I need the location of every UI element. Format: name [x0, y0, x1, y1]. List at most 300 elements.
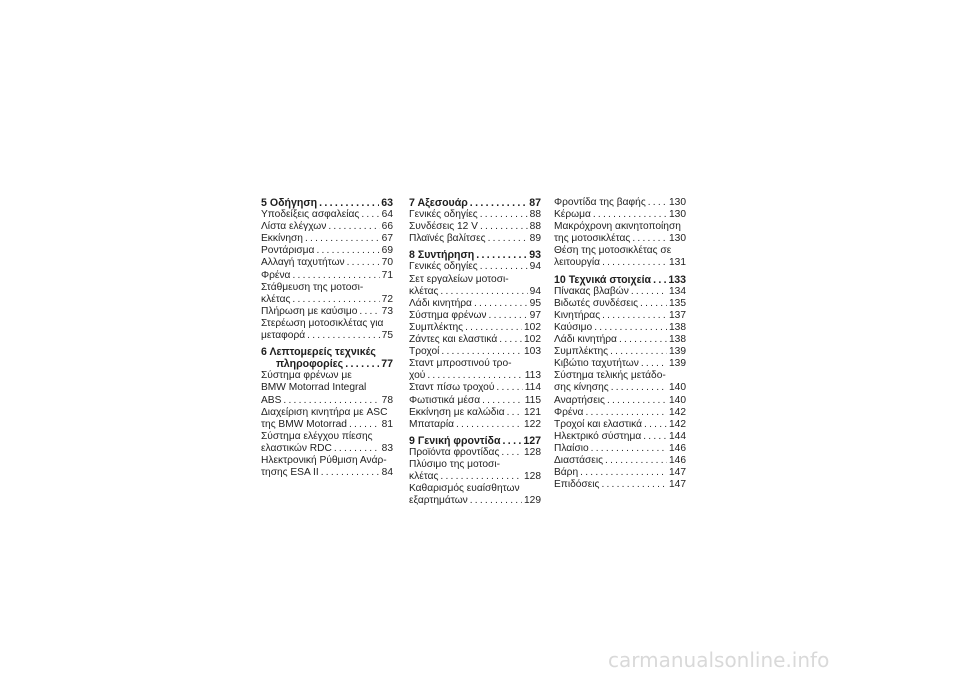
dot-leader: [328, 221, 379, 233]
toc-page-number: 128: [524, 471, 541, 483]
toc-page-number: 102: [524, 321, 541, 333]
toc-page-number: 113: [524, 370, 541, 382]
toc-entry[interactable]: [554, 221, 686, 245]
dot-leader: [593, 209, 667, 221]
toc-entry[interactable]: [261, 221, 393, 233]
toc-column-2: [409, 197, 541, 507]
toc-entry-title: της BMW Motorrad: [261, 418, 347, 430]
toc-page-number: 142: [669, 418, 686, 430]
toc-entry-title: Προϊόντα φροντίδας: [409, 446, 500, 458]
toc-page-number: 128: [524, 446, 541, 458]
toc-entry[interactable]: [554, 358, 686, 370]
toc-entry[interactable]: [409, 209, 541, 221]
toc-page-number: 72: [381, 293, 393, 305]
toc-entry-title: λειτουργία: [554, 257, 601, 269]
dot-leader: [440, 286, 527, 298]
toc-entry-title-line: Σετ εργαλείων μοτοσι-: [409, 273, 509, 285]
toc-entry[interactable]: [554, 322, 686, 334]
dot-leader: [640, 298, 667, 310]
toc-entry-row: [409, 346, 541, 358]
toc-entry-title: χού: [409, 370, 426, 382]
dot-leader: [292, 294, 379, 306]
toc-entry-row: [409, 419, 541, 431]
toc-entry-row: [554, 257, 686, 269]
toc-entry-title: τησης ESA II: [261, 467, 319, 479]
toc-entry-row: [554, 233, 686, 245]
dot-leader: [503, 435, 522, 447]
toc-entry-row: [409, 221, 541, 233]
toc-entry-title: Κέρωμα: [554, 209, 591, 221]
toc-entry-row: [409, 334, 541, 346]
toc-page-number: 95: [529, 297, 541, 309]
toc-entry-title: Βιδωτές συνδέσεις: [554, 297, 639, 309]
toc-entry-title: Φρένα: [261, 269, 291, 281]
dot-leader: [440, 471, 522, 483]
toc-entry-row: [261, 306, 393, 318]
toc-entry[interactable]: [409, 298, 541, 310]
toc-entry-row: [554, 431, 686, 443]
toc-page-number: 93: [529, 249, 541, 262]
toc-entry[interactable]: [261, 233, 393, 245]
toc-entry-row: [261, 330, 393, 342]
toc-entry-row: [554, 467, 686, 479]
toc-page-number: 66: [381, 221, 393, 233]
toc-page-number: 122: [524, 418, 541, 430]
dot-leader: [585, 407, 667, 419]
toc-entry-title-line: Στάθμευση της μοτοσι-: [261, 281, 364, 293]
dot-leader: [470, 495, 522, 507]
toc-entry[interactable]: [409, 322, 541, 334]
dot-leader: [359, 306, 379, 318]
toc-entry[interactable]: [261, 370, 393, 406]
toc-page-number: 147: [669, 479, 686, 491]
dot-leader: [591, 443, 667, 455]
watermark: carmanualsonline.info: [608, 648, 830, 672]
toc-page-number: 102: [524, 334, 541, 346]
toc-entry-title-line: 6 Λεπτομερείς τεχνικές: [261, 346, 376, 359]
toc-page-number: 138: [669, 321, 686, 333]
toc-page-number: 103: [524, 346, 541, 358]
toc-page-number: 130: [669, 233, 686, 245]
toc-entry-row: [261, 245, 393, 257]
toc-entry[interactable]: [409, 459, 541, 483]
dot-leader: [307, 330, 380, 342]
dot-leader: [349, 419, 380, 431]
dot-leader: [474, 298, 528, 310]
toc-page-number: 88: [529, 209, 541, 221]
toc-entry[interactable]: [261, 209, 393, 221]
dot-leader: [632, 233, 667, 245]
toc-entry-row: [554, 358, 686, 370]
toc-page-number: 83: [381, 442, 393, 454]
toc-entry[interactable]: [409, 261, 541, 273]
toc-entry-title-line: Σταντ μπροστινού τρο-: [409, 358, 512, 370]
dot-leader: [480, 261, 528, 273]
toc-chapter[interactable]: [261, 197, 393, 209]
toc-entry[interactable]: [554, 286, 686, 298]
dot-leader: [605, 455, 667, 467]
toc-entry[interactable]: [554, 455, 686, 467]
toc-entry-row: [554, 286, 686, 298]
toc-entry-row: [554, 298, 686, 310]
toc-entry-row: [409, 495, 541, 507]
toc-entry-title: Συμπλέκτης: [554, 346, 609, 358]
toc-page-number: 137: [669, 309, 686, 321]
dot-leader: [319, 197, 379, 209]
toc-entry[interactable]: [261, 245, 393, 257]
toc-entry[interactable]: [409, 395, 541, 407]
toc-entry-title: Εκκίνηση με καλώδια: [409, 406, 505, 418]
toc-entry-title: Συμπλέκτης: [409, 321, 464, 333]
toc-entry-row: [554, 197, 686, 209]
toc-entry[interactable]: [554, 467, 686, 479]
dot-leader: [480, 221, 528, 233]
dot-leader: [482, 395, 523, 407]
toc-page-number: 146: [669, 454, 686, 466]
toc-entry-row: [554, 346, 686, 358]
toc-entry[interactable]: [409, 358, 541, 382]
dot-leader: [489, 310, 528, 322]
toc-entry[interactable]: [554, 479, 686, 491]
toc-page-number: 139: [669, 358, 686, 370]
toc-page-number: 88: [529, 221, 541, 233]
dot-leader: [641, 358, 667, 370]
toc-chapter[interactable]: [554, 274, 686, 286]
toc-page-number: 114: [524, 382, 541, 394]
toc-page-number: 135: [669, 297, 686, 309]
toc-entry-row: [554, 419, 686, 431]
toc-entry-title: Αλλαγή ταχυτήτων: [261, 257, 345, 269]
dot-leader: [496, 382, 522, 394]
dot-leader: [480, 209, 528, 221]
toc-entry-row: [409, 310, 541, 322]
toc-chapter[interactable]: [409, 435, 541, 447]
toc-entry-title: Αναρτήσεις: [554, 394, 605, 406]
toc-entry-row: [554, 334, 686, 346]
toc-entry-title: Τροχοί: [409, 346, 440, 358]
toc-entry-row: [409, 249, 541, 261]
toc-entry-title-line: Σύστημα τελικής μετάδο-: [554, 370, 666, 382]
toc-entry[interactable]: [554, 395, 686, 407]
toc-page-number: 146: [669, 442, 686, 454]
toc-page-number: 115: [524, 394, 541, 406]
dot-leader: [488, 233, 528, 245]
toc-entry-row: [554, 310, 686, 322]
toc-entry-title: Σταντ πίσω τροχού: [409, 382, 495, 394]
toc-entry-row: [554, 274, 686, 286]
toc-entry-title: Ηλεκτρικό σύστημα: [554, 430, 642, 442]
toc-entry-row: [261, 270, 393, 282]
toc-entry-title: Φρένα: [554, 406, 584, 418]
dot-leader: [499, 334, 522, 346]
toc-chapter[interactable]: [261, 346, 393, 370]
dot-leader: [653, 274, 666, 286]
toc-entry[interactable]: [554, 245, 686, 269]
dot-leader: [611, 382, 667, 394]
toc-entry-row: [261, 419, 393, 431]
toc-entry-title: Κιβώτιο ταχυτήτων: [554, 358, 639, 370]
dot-leader: [361, 209, 379, 221]
toc-entry-title-line: Σύστημα ελέγχου πίεσης: [261, 430, 373, 442]
toc-entry-title-line: Θέση της μοτοσικλέτας σε: [554, 245, 672, 257]
toc-page-number: 77: [381, 358, 393, 371]
toc-entry[interactable]: [409, 233, 541, 245]
toc-entry-title: Γενικές οδηγίες: [409, 261, 478, 273]
toc-entry-title: Ζάντες και ελαστικά: [409, 334, 498, 346]
toc-entry-title: ABS: [261, 394, 282, 406]
toc-entry[interactable]: [554, 310, 686, 322]
toc-entry[interactable]: [554, 370, 686, 394]
dot-leader: [607, 395, 667, 407]
toc-page-number: 73: [381, 305, 393, 317]
toc-chapter[interactable]: [409, 249, 541, 261]
toc-page-number: 69: [381, 245, 393, 257]
toc-entry[interactable]: [409, 334, 541, 346]
dot-leader: [602, 257, 667, 269]
toc-page-number: 130: [669, 209, 686, 221]
toc-page-number: 63: [381, 197, 393, 209]
toc-entry-row: [554, 395, 686, 407]
toc-entry-title: Πλαϊνές βαλίτσες: [409, 233, 486, 245]
dot-leader: [441, 346, 522, 358]
toc-entry-row: [409, 382, 541, 394]
toc-entry-title: Πίνακας βλαβών: [554, 285, 629, 297]
toc-entry-row: [554, 479, 686, 491]
toc-entry-row: [409, 322, 541, 334]
toc-entry[interactable]: [261, 270, 393, 282]
toc-entry[interactable]: [409, 310, 541, 322]
toc-entry-title: μεταφορά: [261, 330, 306, 342]
toc-entry[interactable]: [554, 298, 686, 310]
toc-entry-row: [261, 233, 393, 245]
toc-entry-row: [554, 455, 686, 467]
toc-entry-title: πληροφορίες: [276, 358, 344, 371]
toc-entry-title: Διαστάσεις: [554, 454, 604, 466]
toc-entry-title: εξαρτημάτων: [409, 495, 468, 507]
toc-entry-row: [409, 370, 541, 382]
toc-entry[interactable]: [409, 382, 541, 394]
toc-entry[interactable]: [554, 334, 686, 346]
toc-entry-title: Φωτιστικά μέσα: [409, 394, 481, 406]
dot-leader: [292, 270, 379, 282]
toc-entry-row: [261, 197, 393, 209]
toc-entry[interactable]: [409, 274, 541, 298]
toc-entry-title: Φροντίδα της βαφής: [554, 197, 646, 208]
toc-entry[interactable]: [261, 431, 393, 455]
toc-entry-row: [261, 221, 393, 233]
toc-entry[interactable]: [409, 346, 541, 358]
toc-page-number: 127: [523, 434, 541, 447]
toc-entry-row: [409, 298, 541, 310]
dot-leader: [501, 447, 522, 459]
dot-leader: [601, 479, 667, 491]
toc-page-number: 84: [381, 467, 393, 479]
dot-leader: [619, 334, 667, 346]
toc-entry[interactable]: [261, 455, 393, 479]
toc-column-3: [554, 197, 686, 491]
toc-entry-title: 8 Συντήρηση: [409, 249, 475, 262]
toc-entry-row: [409, 435, 541, 447]
dot-leader: [316, 245, 379, 257]
toc-page-number: 87: [529, 197, 541, 209]
toc-entry-title: Υποδείξεις ασφαλείας: [261, 209, 360, 221]
toc-entry-title: κλέτας: [409, 471, 439, 483]
dot-leader: [648, 197, 667, 209]
toc-page-number: 64: [381, 209, 393, 221]
toc-entry-row: [261, 443, 393, 455]
toc-entry-title: Μπαταρία: [409, 418, 454, 430]
toc-entry-title-line: Σύστημα φρένων με: [261, 370, 352, 382]
toc-entry-title: Πλαίσιο: [554, 442, 589, 454]
dot-leader: [345, 358, 379, 370]
toc-page-number: 94: [529, 261, 541, 273]
toc-entry[interactable]: [554, 419, 686, 431]
toc-entry[interactable]: [554, 443, 686, 455]
toc-page-number: 70: [381, 257, 393, 269]
toc-entry[interactable]: [554, 197, 686, 209]
dot-leader: [476, 249, 527, 261]
toc-entry-title: Σύστημα φρένων: [409, 309, 487, 321]
toc-page-number: 67: [381, 233, 393, 245]
toc-entry[interactable]: [409, 447, 541, 459]
dot-leader: [580, 467, 667, 479]
dot-leader: [334, 443, 380, 455]
toc-column-1: [261, 197, 393, 479]
dot-leader: [644, 419, 667, 431]
toc-entry[interactable]: [554, 346, 686, 358]
toc-entry[interactable]: [409, 221, 541, 233]
toc-entry-title-line: Μακρόχρονη ακινητοποίηση: [554, 221, 681, 233]
toc-entry-title-line: Καθαρισμός ευαίσθητων: [409, 483, 520, 495]
toc-page-number: 75: [381, 330, 393, 342]
toc-entry-row: [409, 286, 541, 298]
toc-page-number: 121: [524, 406, 541, 418]
toc-entry-row: [554, 322, 686, 334]
dot-leader: [347, 257, 380, 269]
toc-entry[interactable]: [554, 431, 686, 443]
toc-entry-row: [261, 395, 393, 407]
toc-entry-title: Λάδι κινητήρα: [554, 334, 617, 346]
toc-entry-row: [409, 395, 541, 407]
dot-leader: [594, 322, 667, 334]
dot-leader: [643, 431, 667, 443]
toc-page-number: 94: [529, 285, 541, 297]
toc-page-number: 71: [381, 269, 393, 281]
toc-entry-row: [261, 467, 393, 479]
toc-entry-title: Λάδι κινητήρα: [409, 297, 472, 309]
toc-entry-row: [554, 209, 686, 221]
toc-entry-row: [261, 358, 393, 370]
toc-entry-title: Λίστα ελέγχων: [261, 221, 327, 233]
dot-leader: [470, 197, 527, 209]
toc-entry-title: σης κίνησης: [554, 382, 609, 394]
dot-leader: [631, 286, 667, 298]
toc-entry-title: Κινητήρας: [554, 309, 601, 321]
toc-page-number: 144: [669, 430, 686, 442]
toc-entry[interactable]: [409, 419, 541, 431]
dot-leader: [465, 322, 522, 334]
dot-leader: [602, 310, 667, 322]
toc-entry-row: [261, 257, 393, 269]
dot-leader: [456, 419, 522, 431]
toc-entry-row: [554, 443, 686, 455]
dot-leader: [427, 370, 522, 382]
toc-entry-row: [409, 261, 541, 273]
toc-entry-row: [409, 197, 541, 209]
toc-page-number: 142: [669, 406, 686, 418]
toc-page-number: 78: [381, 394, 393, 406]
toc-entry-title-line: Διαχείριση κινητήρα με ASC: [261, 406, 388, 418]
toc-page-number: 134: [669, 285, 686, 297]
dot-leader: [321, 467, 380, 479]
toc-page-number: 139: [669, 346, 686, 358]
toc-entry-title: Καύσιμο: [554, 321, 593, 333]
dot-leader: [283, 395, 379, 407]
toc-chapter[interactable]: [409, 197, 541, 209]
toc-entry-title: ελαστικών RDC: [261, 442, 332, 454]
toc-entry-title-line: Στερέωση μοτοσικλέτας για: [261, 317, 384, 329]
toc-entry-title: Πλήρωση με καύσιμο: [261, 305, 358, 317]
toc-page-number: 81: [381, 418, 393, 430]
toc-entry-title: 9 Γενική φροντίδα: [409, 434, 501, 447]
toc-entry-title: 10 Τεχνικά στοιχεία: [554, 273, 652, 286]
toc-page-number: 138: [669, 334, 686, 346]
toc-page-number: 89: [529, 233, 541, 245]
toc-entry-title-line: BMW Motorrad Integral: [261, 382, 367, 394]
toc-entry-title: Τροχοί και ελαστικά: [554, 418, 643, 430]
toc-page-number: 130: [669, 197, 686, 208]
toc-entry-title-line: Πλύσιμο της μοτοσι-: [409, 458, 501, 470]
toc-entry[interactable]: [261, 282, 393, 306]
toc-entry[interactable]: [554, 407, 686, 419]
toc-entry-row: [409, 209, 541, 221]
toc-entry-title: Βάρη: [554, 467, 579, 479]
toc-entry-title: 5 Οδήγηση: [261, 197, 318, 209]
toc-page-number: 129: [524, 495, 541, 507]
toc-entry-row: [409, 233, 541, 245]
toc-page-number: 140: [669, 382, 686, 394]
toc-entry[interactable]: [409, 483, 541, 507]
toc-entry-row: [554, 407, 686, 419]
toc-entry[interactable]: [261, 257, 393, 269]
toc-entry-title: της μοτοσικλέτας: [554, 233, 631, 245]
toc-entry[interactable]: [409, 407, 541, 419]
toc-entry-row: [261, 209, 393, 221]
toc-entry-row: [554, 382, 686, 394]
toc-entry-row: [409, 447, 541, 459]
toc-entry-row: [261, 294, 393, 306]
toc-entry-title: Εκκίνηση: [261, 233, 303, 245]
toc-page-number: 131: [669, 257, 686, 269]
toc-entry-title: Γενικές οδηγίες: [409, 209, 478, 221]
toc-entry-title: Συνδέσεις 12 V: [409, 221, 478, 233]
toc-page-number: 147: [669, 467, 686, 479]
toc-entry-title: 7 Αξεσουάρ: [409, 197, 468, 209]
toc-page-number: 140: [669, 394, 686, 406]
toc-entry-row: [409, 471, 541, 483]
toc-entry-title: κλέτας: [409, 285, 439, 297]
toc-page-number: 97: [529, 309, 541, 321]
toc-entry[interactable]: [261, 318, 393, 342]
toc-entry[interactable]: [554, 209, 686, 221]
toc-entry[interactable]: [261, 306, 393, 318]
toc-entry[interactable]: [261, 407, 393, 431]
toc-entry-title: κλέτας: [261, 293, 291, 305]
dot-leader: [507, 407, 522, 419]
toc-entry-title: Ροντάρισμα: [261, 245, 315, 257]
toc-entry-title-line: Ηλεκτρονική Ρύθμιση Ανάρ-: [261, 454, 387, 466]
dot-leader: [610, 346, 667, 358]
